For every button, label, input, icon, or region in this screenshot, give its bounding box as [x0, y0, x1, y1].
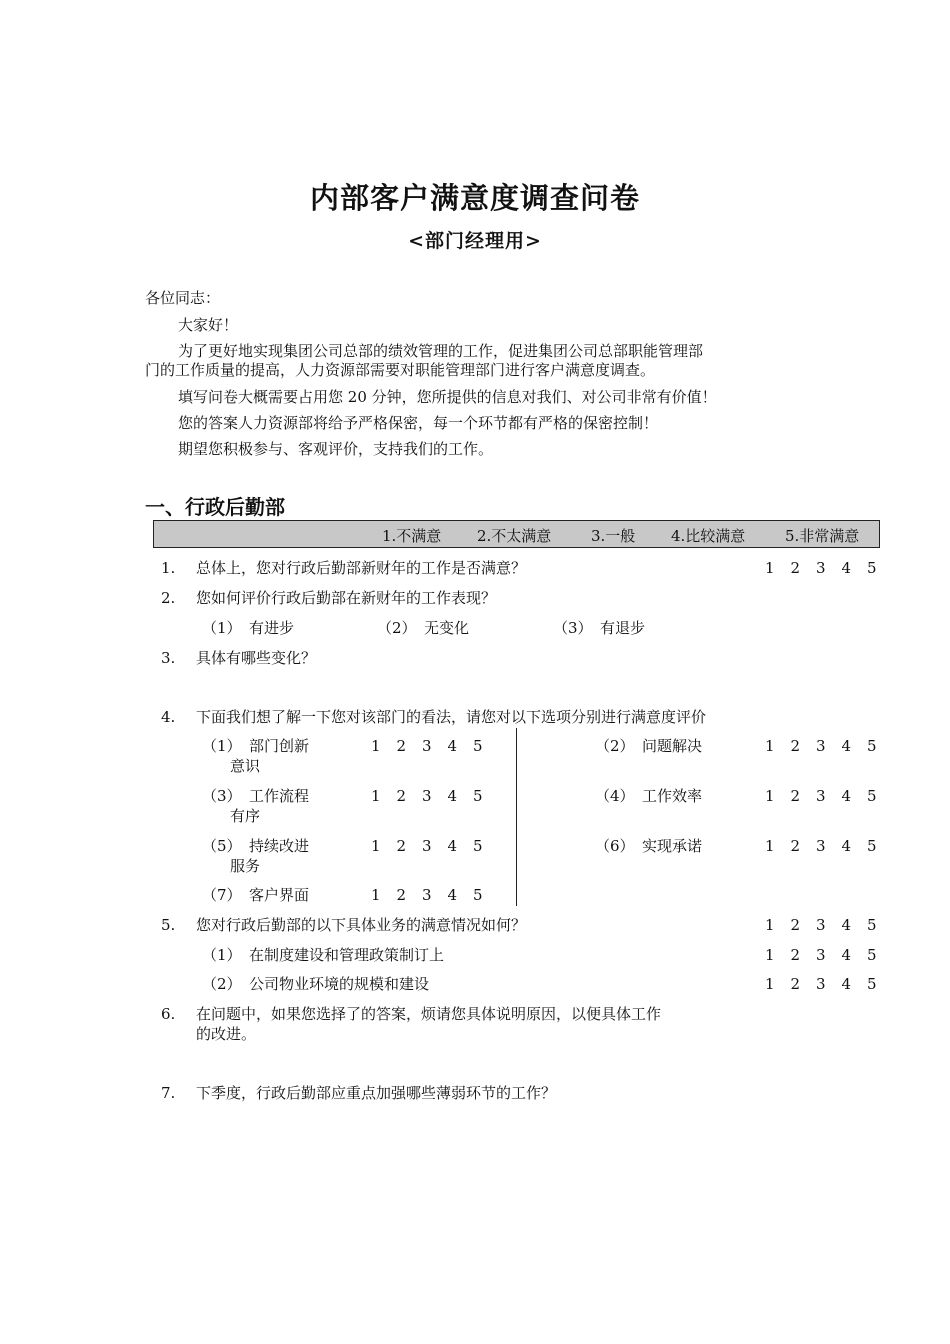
item-label: （1） 部门创新 — [202, 737, 310, 755]
item-label: （3） 工作流程 — [202, 787, 310, 805]
rating-options[interactable] — [371, 736, 499, 756]
question-number: 1. — [161, 559, 176, 577]
rating-option[interactable]: 4 — [841, 975, 852, 993]
rating-option[interactable]: 2 — [396, 886, 407, 904]
rating-option[interactable]: 2 — [396, 787, 407, 805]
rating-option[interactable]: 4 — [447, 787, 458, 805]
rating-option[interactable]: 1 — [371, 737, 381, 755]
item-label: （2） 公司物业环境的规模和建设 — [202, 975, 430, 993]
rating-option[interactable]: 5 — [473, 737, 483, 755]
question-number: 2. — [161, 589, 176, 607]
rating-option[interactable]: 5 — [867, 559, 877, 577]
rating-option[interactable]: 1 — [765, 787, 775, 805]
rating-options[interactable] — [765, 558, 893, 578]
rating-option[interactable]: 5 — [867, 916, 877, 934]
rating-option[interactable]: 2 — [396, 737, 407, 755]
choice-option[interactable]: （1） 有进步 — [202, 619, 295, 637]
question-number: 5. — [161, 916, 176, 934]
rating-options[interactable] — [765, 915, 893, 935]
question-number: 6. — [161, 1005, 176, 1023]
page-subtitle: <部门经理用> — [408, 230, 542, 252]
item-label-cont: 服务 — [230, 857, 261, 875]
rating-option[interactable]: 1 — [765, 916, 775, 934]
rating-option[interactable]: 3 — [816, 916, 826, 934]
rating-option[interactable]: 1 — [765, 737, 775, 755]
rating-option[interactable]: 1 — [765, 559, 775, 577]
rating-option[interactable]: 1 — [765, 837, 775, 855]
column-divider — [516, 728, 517, 906]
rating-option[interactable]: 5 — [867, 975, 877, 993]
intro-line-2: 填写问卷大概需要占用您 20 分钟，您所提供的信息对我们、对公司非常有价值！ — [178, 388, 717, 406]
rating-option[interactable]: 5 — [473, 787, 483, 805]
rating-options[interactable] — [371, 786, 499, 806]
rating-option[interactable]: 3 — [816, 559, 826, 577]
rating-option[interactable]: 4 — [841, 837, 852, 855]
rating-option[interactable]: 3 — [422, 886, 432, 904]
scale-label: 2.不太满意 — [477, 527, 552, 545]
rating-scale-header — [153, 520, 880, 548]
rating-options[interactable] — [765, 945, 893, 965]
hello: 大家好！ — [178, 316, 239, 334]
rating-option[interactable]: 1 — [371, 787, 381, 805]
item-label: （5） 持续改进 — [202, 837, 310, 855]
intro-line-4: 期望您积极参与、客观评价，支持我们的工作。 — [178, 440, 494, 458]
rating-options[interactable] — [371, 836, 499, 856]
intro-line-1b: 门的工作质量的提高，人力资源部需要对职能管理部门进行客户满意度调查。 — [145, 361, 656, 379]
rating-option[interactable]: 5 — [867, 787, 877, 805]
rating-option[interactable]: 4 — [841, 737, 852, 755]
question-text-cont: 的改进。 — [196, 1025, 257, 1043]
rating-option[interactable]: 4 — [447, 837, 458, 855]
item-label: （1） 在制度建设和管理政策制订上 — [202, 946, 445, 964]
rating-option[interactable]: 3 — [422, 737, 432, 755]
scale-label: 5.非常满意 — [785, 527, 860, 545]
rating-option[interactable]: 2 — [790, 916, 801, 934]
rating-option[interactable]: 3 — [422, 787, 432, 805]
item-label: （6） 实现承诺 — [595, 837, 703, 855]
question-text: 您如何评价行政后勤部在新财年的工作表现？ — [196, 589, 497, 607]
rating-option[interactable]: 1 — [765, 946, 775, 964]
rating-options[interactable] — [765, 974, 893, 994]
scale-label: 1.不满意 — [382, 527, 442, 545]
rating-option[interactable]: 4 — [841, 787, 852, 805]
rating-option[interactable]: 2 — [790, 787, 801, 805]
intro-line-3: 您的答案人力资源部将给予严格保密，每一个环节都有严格的保密控制！ — [178, 414, 659, 432]
rating-option[interactable]: 2 — [790, 837, 801, 855]
rating-option[interactable]: 2 — [790, 946, 801, 964]
rating-option[interactable]: 5 — [867, 737, 877, 755]
question-text: 您对行政后勤部的以下具体业务的满意情况如何？ — [196, 916, 527, 934]
rating-option[interactable]: 1 — [371, 837, 381, 855]
item-label-cont: 意识 — [230, 757, 261, 775]
rating-option[interactable]: 1 — [765, 975, 775, 993]
greeting: 各位同志： — [145, 289, 221, 307]
rating-options[interactable] — [765, 836, 893, 856]
question-text: 下面我们想了解一下您对该部门的看法，请您对以下选项分别进行满意度评价 — [196, 708, 707, 726]
rating-option[interactable]: 4 — [841, 916, 852, 934]
item-label: （7） 客户界面 — [202, 886, 310, 904]
rating-option[interactable]: 2 — [396, 837, 407, 855]
page-title: 内部客户满意度调查问卷 — [309, 181, 640, 215]
rating-option[interactable]: 3 — [816, 737, 826, 755]
rating-option[interactable]: 3 — [816, 837, 826, 855]
rating-option[interactable]: 5 — [473, 886, 483, 904]
rating-option[interactable]: 3 — [816, 946, 826, 964]
rating-option[interactable]: 2 — [790, 559, 801, 577]
rating-option[interactable]: 2 — [790, 975, 801, 993]
rating-option[interactable]: 5 — [867, 946, 877, 964]
rating-option[interactable]: 4 — [447, 886, 458, 904]
question-text: 总体上，您对行政后勤部新财年的工作是否满意？ — [196, 559, 527, 577]
question-number: 3. — [161, 649, 176, 667]
choice-option[interactable]: （3） 有退步 — [553, 619, 646, 637]
rating-option[interactable]: 3 — [422, 837, 432, 855]
rating-option[interactable]: 1 — [371, 886, 381, 904]
rating-option[interactable]: 3 — [816, 787, 826, 805]
question-text: 在问题中，如果您选择了的答案，烦请您具体说明原因，以便具体工作 — [196, 1005, 662, 1023]
choice-option[interactable]: （2） 无变化 — [377, 619, 470, 637]
scale-label: 3.一般 — [591, 527, 636, 545]
rating-option[interactable]: 5 — [867, 837, 877, 855]
rating-option[interactable]: 2 — [790, 737, 801, 755]
scale-label: 4.比较满意 — [671, 527, 746, 545]
item-label: （2） 问题解决 — [595, 737, 703, 755]
rating-option[interactable]: 5 — [473, 837, 483, 855]
section-heading: 一、行政后勤部 — [145, 495, 285, 519]
rating-options[interactable] — [765, 786, 893, 806]
rating-options[interactable] — [371, 885, 499, 905]
question-text: 具体有哪些变化？ — [196, 649, 317, 667]
question-number: 4. — [161, 708, 176, 726]
rating-option[interactable]: 4 — [841, 946, 852, 964]
intro-line-1a: 为了更好地实现集团公司总部的绩效管理的工作，促进集团公司总部职能管理部 — [178, 342, 704, 360]
question-text: 下季度，行政后勤部应重点加强哪些薄弱环节的工作？ — [196, 1084, 557, 1102]
item-label-cont: 有序 — [230, 807, 261, 825]
rating-option[interactable]: 4 — [841, 559, 852, 577]
item-label: （4） 工作效率 — [595, 787, 703, 805]
question-number: 7. — [161, 1084, 176, 1102]
rating-options[interactable] — [765, 736, 893, 756]
rating-option[interactable]: 4 — [447, 737, 458, 755]
rating-option[interactable]: 3 — [816, 975, 826, 993]
